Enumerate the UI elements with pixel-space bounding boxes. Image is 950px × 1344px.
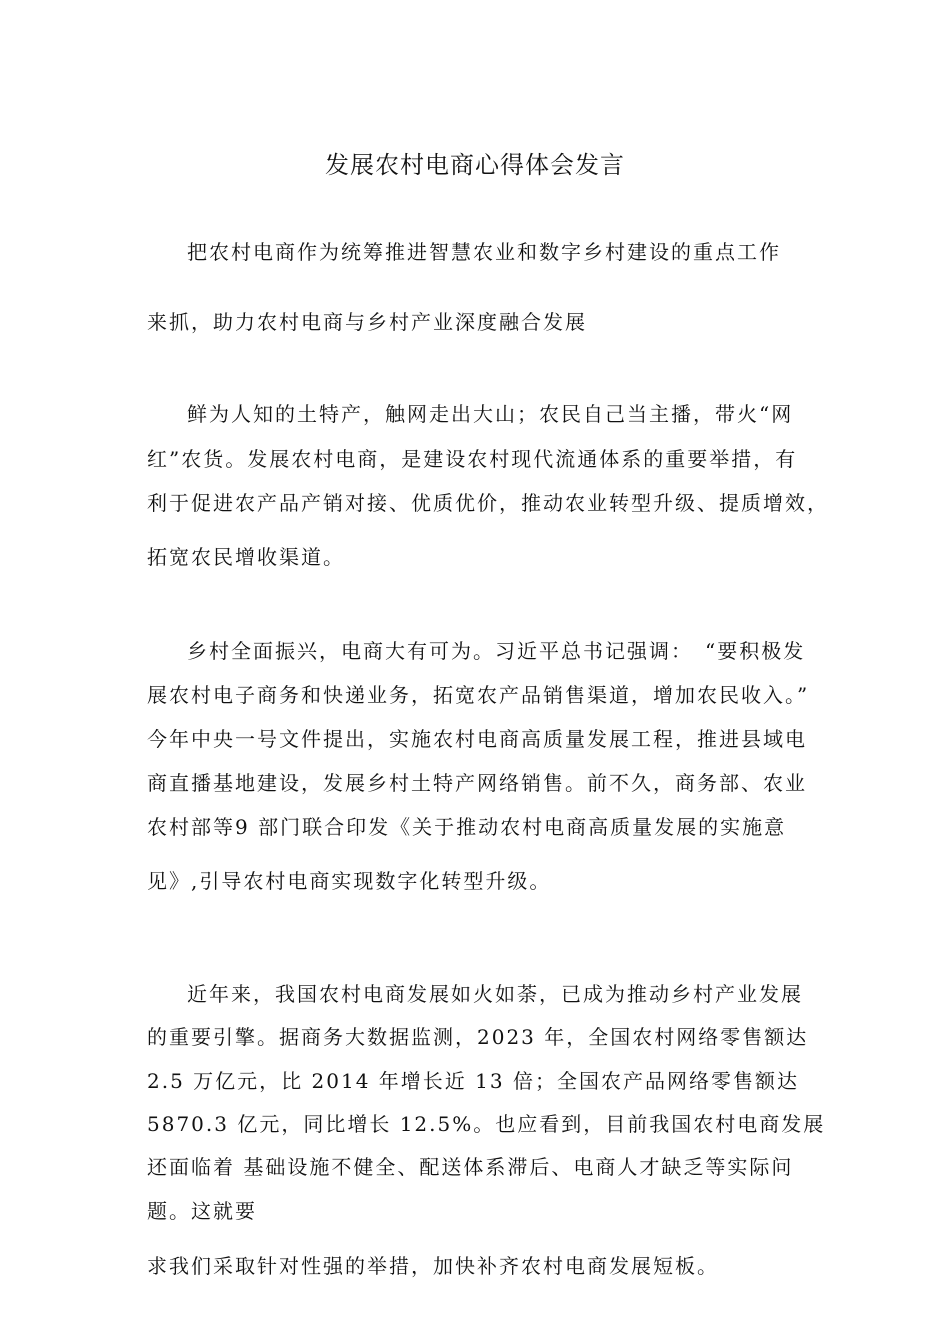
paragraph-4-line-1: 近年来，我国农村电商发展如火如荼，已成为推动乡村产业发展: [187, 982, 803, 1006]
document-title: 发展农村电商心得体会发言: [325, 151, 625, 179]
paragraph-2-line-4: 拓宽农民增收渠道。: [147, 545, 345, 569]
paragraph-3-line-3: 今年中央一号文件提出，实施农村电商高质量发展工程，推进县域电: [147, 727, 807, 751]
paragraph-3-line-6: 见》,引导农村电商实现数字化转型升级。: [147, 869, 552, 893]
paragraph-4-line-7: 求我们采取针对性强的举措，加快补齐农村电商发展短板。: [147, 1254, 719, 1278]
paragraph-4-line-4: 5870.3 亿元，同比增长 12.5%。也应看到，目前我国农村电商发展: [147, 1112, 826, 1136]
paragraph-1-line-1: 把农村电商作为统筹推进智慧农业和数字乡村建设的重点工作: [187, 240, 781, 264]
paragraph-3-line-1: 乡村全面振兴，电商大有可为。习近平总书记强调： “要积极发: [187, 639, 806, 663]
paragraph-1-line-2: 来抓，助力农村电商与乡村产业深度融合发展: [147, 310, 587, 334]
paragraph-4-line-2: 的重要引擎。据商务大数据监测，2023 年，全国农村网络零售额达: [147, 1025, 809, 1049]
paragraph-2-line-3: 利于促进农产品产销对接、优质优价，推动农业转型升级、提质增效，: [147, 491, 829, 515]
paragraph-4-line-5: 还面临着 基础设施不健全、配送体系滞后、电商人才缺乏等实际问: [147, 1155, 794, 1179]
paragraph-4-line-6: 题。这就要: [147, 1199, 257, 1223]
paragraph-3-line-5: 农村部等9 部门联合印发《关于推动农村电商高质量发展的实施意: [147, 815, 787, 839]
paragraph-3-line-2: 展农村电子商务和快递业务，拓宽农产品销售渠道，增加农民收入。”: [147, 683, 810, 707]
paragraph-2-line-2: 红”农货。发展农村电商，是建设农村现代流通体系的重要举措，有: [147, 447, 798, 471]
paragraph-3-line-4: 商直播基地建设，发展乡村土特产网络销售。前不久，商务部、农业: [147, 771, 807, 795]
paragraph-2-line-1: 鲜为人知的土特产，触网走出大山；农民自己当主播，带火“网: [187, 402, 794, 426]
paragraph-4-line-3: 2.5 万亿元，比 2014 年增长近 13 倍；全国农产品网络零售额达: [147, 1069, 799, 1093]
